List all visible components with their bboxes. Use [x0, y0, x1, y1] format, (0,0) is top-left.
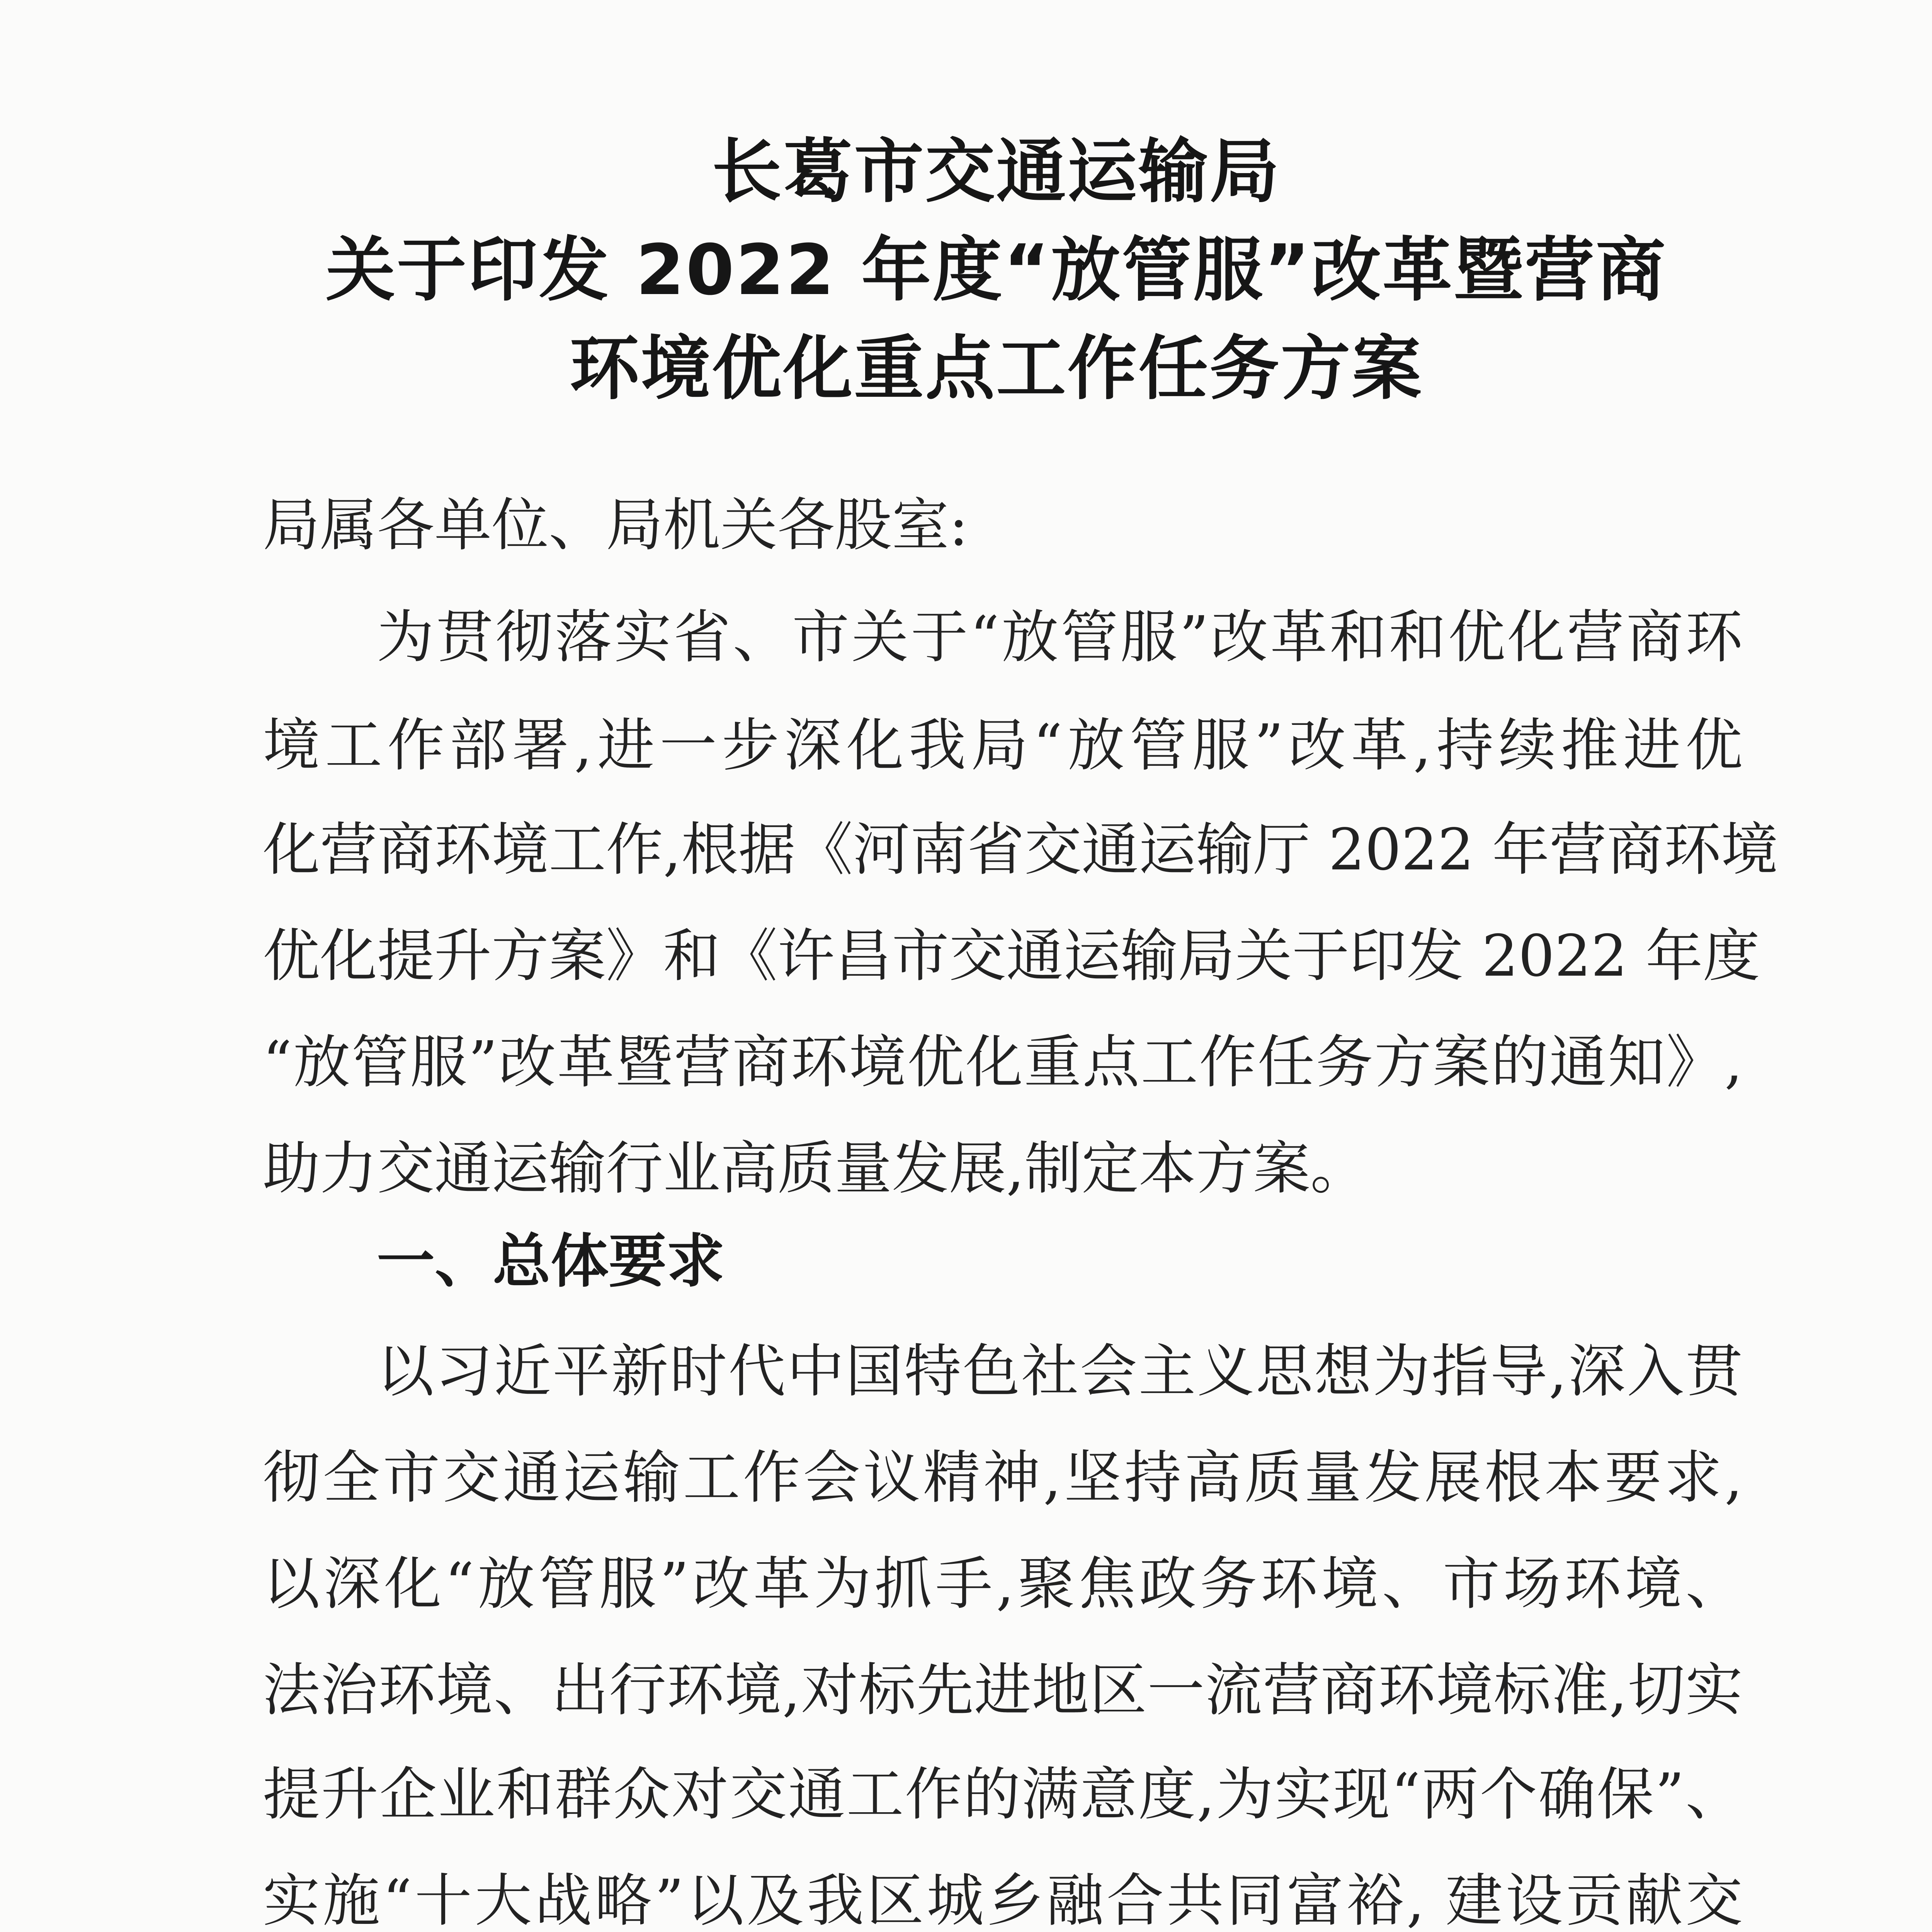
- document-title-line-3: 环境优化重点工作任务方案: [570, 328, 1423, 409]
- section-heading-general-requirements: 一、总体要求: [377, 1228, 725, 1295]
- salutation: 局属各单位、局机关各股室:: [263, 492, 968, 558]
- section1-line-5: 提升企业和群众对交通工作的满意度,为实现“两个确保”、: [263, 1761, 1743, 1828]
- section1-line-1: 以习近平新时代中国特色社会主义思想为指导,深入贯: [377, 1338, 1743, 1405]
- section1-line-4: 法治环境、出行环境,对标先进地区一流营商环境标准,切实: [263, 1657, 1743, 1723]
- intro-line-2: 境工作部署,进一步深化我局“放管服”改革,持续推进优: [263, 712, 1743, 779]
- document-title-line-1: 长葛市交通运输局: [712, 131, 1281, 212]
- section1-line-6: 实施“十大战略”以及我区城乡融合共同富裕, 建设贡献交: [263, 1867, 1743, 1932]
- intro-line-4: 优化提升方案》和《许昌市交通运输局关于印发 2022 年度: [263, 923, 1760, 989]
- section1-line-2: 彻全市交通运输工作会议精神,坚持高质量发展根本要求,: [263, 1444, 1743, 1511]
- intro-line-6: 助力交通运输行业高质量发展,制定本方案。: [263, 1135, 1368, 1202]
- document-title-line-2: 关于印发 2022 年度“放管服”改革暨营商: [326, 230, 1667, 311]
- intro-line-5: “放管服”改革暨营商环境优化重点工作任务方案的通知》,: [263, 1029, 1743, 1095]
- intro-line-3: 化营商环境工作,根据《河南省交通运输厅 2022 年营商环境: [263, 816, 1778, 883]
- intro-line-1: 为贯彻落实省、市关于“放管服”改革和和优化营商环: [377, 604, 1743, 670]
- section1-line-3: 以深化“放管服”改革为抓手,聚焦政务环境、市场环境、: [263, 1551, 1743, 1617]
